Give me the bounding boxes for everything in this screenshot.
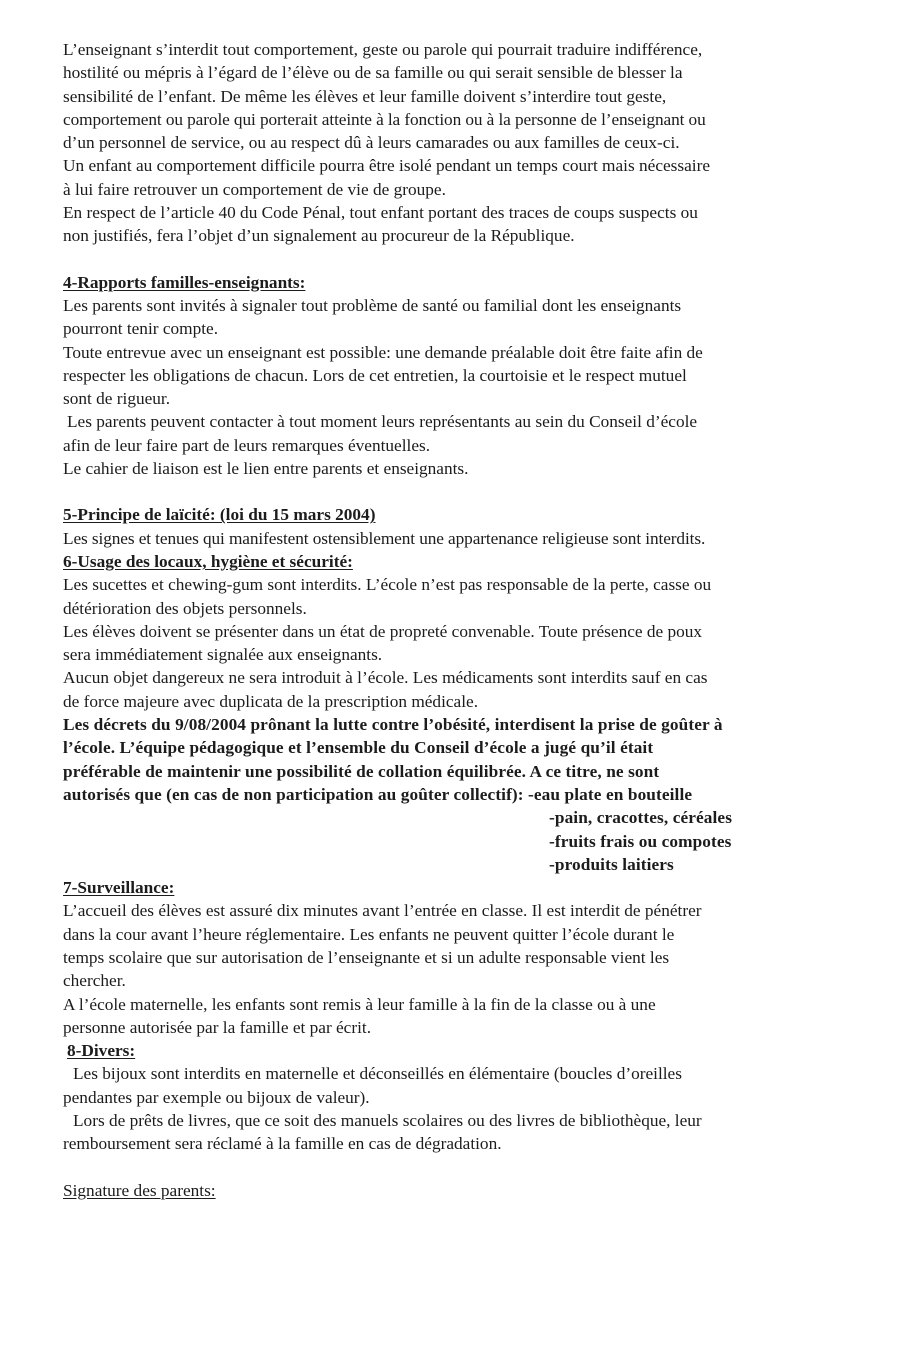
allowed-snack-item: -pain, cracottes, céréales <box>549 808 733 828</box>
paragraph-line: à lui faire retrouver un comportement de vie de groupe. <box>63 179 446 199</box>
paragraph-line: Les sucettes et chewing-gum sont interdits. L’école n’est pas responsable de la perte, casse ou <box>63 575 712 595</box>
document-page <box>63 38 878 1202</box>
allowed-snack-item: -fruits frais ou compotes <box>549 831 732 851</box>
paragraph-line: Les signes et tenues qui manifestent ostensiblement une appartenance religieuse sont interdits. <box>63 528 706 548</box>
section-5 <box>63 503 878 550</box>
section-8 <box>63 1039 878 1155</box>
paragraph-line: dans la cour avant l’heure réglementaire. Les enfants ne peuvent quitter l’école durant le <box>63 924 675 944</box>
section-6 <box>63 550 878 876</box>
paragraph-line: Un enfant au comportement difficile pourra être isolé pendant un temps court mais nécessaire <box>63 156 711 176</box>
paragraph-line: L’enseignant s’interdit tout comportement, geste ou parole qui pourrait traduire indifférence, <box>63 40 703 59</box>
signature-label: Signature des parents: <box>63 1180 216 1200</box>
paragraph-line: A l’école maternelle, les enfants sont remis à leur famille à la fin de la classe ou à une <box>63 994 656 1014</box>
paragraph-line: respecter les obligations de chacun. Lors de cet entretien, la courtoisie et le respect mutuel <box>63 365 687 385</box>
paragraph-line: Lors de prêts de livres, que ce soit des manuels scolaires ou des livres de bibliothèque, leur <box>73 1111 702 1131</box>
section-4 <box>63 271 878 481</box>
paragraph-line: afin de leur faire part de leurs remarques éventuelles. <box>63 435 431 455</box>
paragraph-line: Les parents sont invités à signaler tout problème de santé ou familial dont les enseignants <box>63 295 682 315</box>
paragraph-line: Aucun objet dangereux ne sera introduit à l’école. Les médicaments sont interdits sauf en cas <box>63 668 708 688</box>
paragraph-line: d’un personnel de service, ou au respect dû à leurs camarades ou aux familles de ceux-ci. <box>63 133 680 153</box>
section-heading: 7-Surveillance: <box>63 878 175 898</box>
section-heading: 4-Rapports familles-enseignants: <box>63 272 306 292</box>
paragraph-line: pendantes par exemple ou bijoux de valeur). <box>63 1087 370 1107</box>
section-spacer <box>63 248 878 271</box>
paragraph-line: Les bijoux sont interdits en maternelle et déconseillés en élémentaire (boucles d’oreilles <box>73 1064 682 1084</box>
paragraph-line: L’accueil des élèves est assuré dix minutes avant l’entrée en classe. Il est interdit de pénétrer <box>63 901 702 921</box>
section-heading: 6-Usage des locaux, hygiène et sécurité: <box>63 551 353 571</box>
paragraph-line: sera immédiatement signalée aux enseignants. <box>63 645 383 665</box>
signature-block <box>63 1179 878 1202</box>
bold-paragraph-line: l’école. L’équipe pédagogique et l’ensemble du Conseil d’école a jugé qu’il était <box>63 738 654 758</box>
paragraph-line: En respect de l’article 40 du Code Pénal, tout enfant portant des traces de coups suspects ou <box>63 203 698 223</box>
paragraph-line: détérioration des objets personnels. <box>63 598 307 618</box>
section-heading: 8-Divers: <box>67 1041 136 1061</box>
section-intro <box>63 38 878 248</box>
paragraph-line: personne autorisée par la famille et par écrit. <box>63 1017 372 1037</box>
section-spacer <box>63 1156 878 1179</box>
paragraph-line: remboursement sera réclamé à la famille en cas de dégradation. <box>63 1134 502 1154</box>
paragraph-line: comportement ou parole qui porterait atteinte à la fonction ou à la personne de l’enseignant ou <box>63 109 706 129</box>
paragraph-line: sont de rigueur. <box>63 389 171 409</box>
paragraph-line: Toute entrevue avec un enseignant est possible: une demande préalable doit être faite afin de <box>63 342 703 362</box>
paragraph-line: hostilité ou mépris à l’égard de l’élève ou de sa famille ou qui serait sensible de blesser la <box>63 63 683 83</box>
paragraph-line: chercher. <box>63 971 126 991</box>
paragraph-line: sensibilité de l’enfant. De même les élèves et leur famille doivent s’interdire tout geste, <box>63 86 667 106</box>
section-heading: 5-Principe de laïcité: (loi du 15 mars 2004) <box>63 505 376 525</box>
paragraph-line: temps scolaire que sur autorisation de l’enseignante et si un adulte responsable vient les <box>63 947 670 967</box>
paragraph-line: pourront tenir compte. <box>63 319 219 339</box>
paragraph-line: Les parents peuvent contacter à tout moment leurs représentants au sein du Conseil d’école <box>67 412 698 432</box>
paragraph-line: Le cahier de liaison est le lien entre parents et enseignants. <box>63 459 469 479</box>
bold-paragraph-line: Les décrets du 9/08/2004 prônant la lutte contre l’obésité, interdisent la prise de goûter à <box>63 715 723 735</box>
paragraph-line: Les élèves doivent se présenter dans un état de propreté convenable. Toute présence de poux <box>63 621 703 641</box>
bold-paragraph-line: préférable de maintenir une possibilité de collation équilibrée. A ce titre, ne sont <box>63 761 660 781</box>
paragraph-line: non justifiés, fera l’objet d’un signalement au procureur de la République. <box>63 226 575 246</box>
allowed-snack-item: -produits laitiers <box>549 854 674 874</box>
section-7 <box>63 876 878 1039</box>
bold-paragraph-line: autorisés que (en cas de non participation au goûter collectif): -eau plate en bouteille <box>63 784 693 804</box>
paragraph-line: de force majeure avec duplicata de la prescription médicale. <box>63 691 479 711</box>
section-spacer <box>63 480 878 503</box>
